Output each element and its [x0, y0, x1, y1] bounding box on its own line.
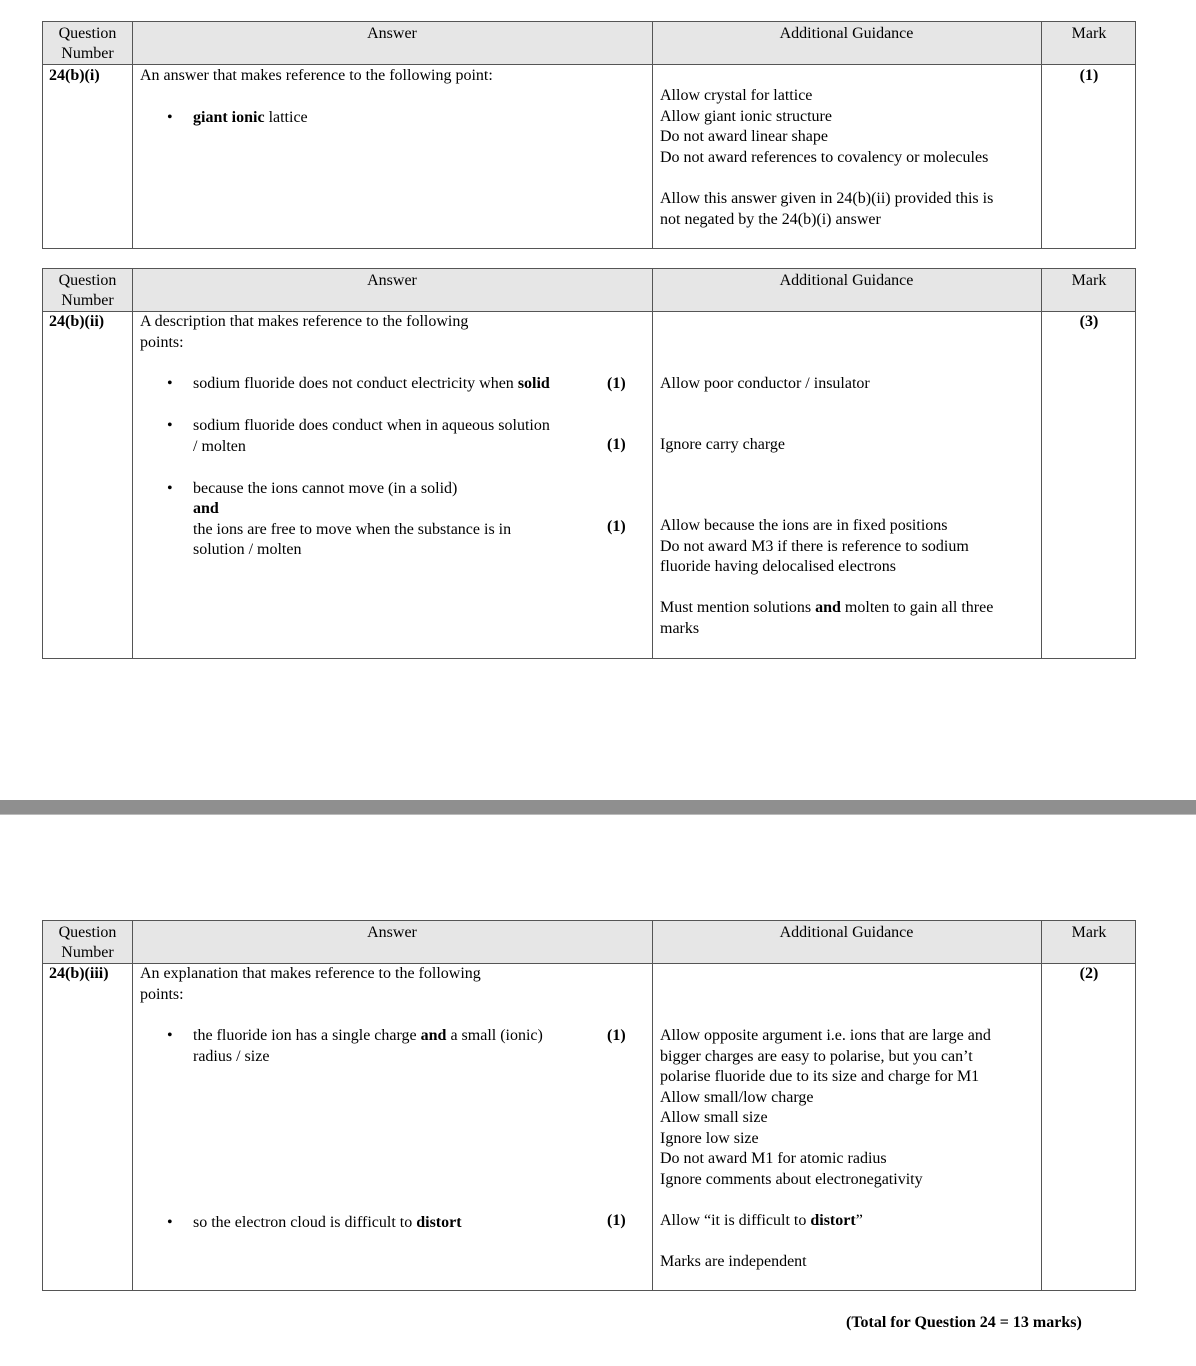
guidance-line: Marks are independent: [660, 1253, 807, 1270]
guidance-line: Allow because the ions are in fixed positions: [660, 517, 948, 534]
point-mark: (1): [607, 518, 626, 535]
question-number: 24(b)(iii): [49, 965, 109, 982]
header-guidance: Additional Guidance: [779, 272, 914, 289]
guidance-line: polarise fluoride due to its size and charge for M1: [660, 1068, 980, 1085]
answer-point: radius / size: [193, 1048, 270, 1065]
answer-point: / molten: [193, 438, 246, 455]
header-question-number: Question Number: [58, 924, 117, 961]
guidance-line: Ignore carry charge: [660, 436, 785, 453]
bullet-icon: •: [167, 1027, 173, 1044]
mark-value: (1): [1079, 67, 1099, 84]
answer-point-and: and: [193, 500, 219, 517]
guidance-line: bigger charges are easy to polarise, but you can’t: [660, 1048, 973, 1065]
answer-intro: An answer that makes reference to the following point:: [140, 67, 493, 84]
point-mark: (1): [607, 1027, 626, 1044]
guidance-line: Must mention solutions and molten to gain all three: [660, 599, 994, 616]
header-question-number: Question Number: [58, 25, 117, 62]
answer-point: so the electron cloud is difficult to distort: [193, 1214, 462, 1231]
guidance-line: Ignore comments about electronegativity: [660, 1171, 923, 1188]
guidance-line: not negated by the 24(b)(i) answer: [660, 211, 881, 228]
answer-intro: A description that makes reference to the following: [140, 313, 469, 330]
guidance-line: Allow small size: [660, 1109, 768, 1126]
answer-point: sodium fluoride does not conduct electricity when solid: [193, 375, 550, 392]
answer-point: sodium fluoride does conduct when in aqueous solution: [193, 417, 550, 434]
guidance-line: Allow this answer given in 24(b)(ii) provided this is: [660, 190, 994, 207]
bullet-icon: •: [167, 1214, 173, 1231]
header-answer: Answer: [367, 924, 417, 941]
mark-scheme-table-24bii: [42, 268, 1136, 659]
question-number: 24(b)(i): [49, 67, 100, 84]
mark-value: (3): [1079, 313, 1099, 330]
header-guidance: Additional Guidance: [779, 25, 914, 42]
page-separator: [0, 800, 1196, 815]
answer-point: solution / molten: [193, 541, 302, 558]
guidance-line: marks: [660, 620, 700, 637]
header-mark: Mark: [1071, 924, 1107, 941]
point-mark: (1): [607, 375, 626, 392]
guidance-line: Ignore low size: [660, 1130, 759, 1147]
answer-point: giant ionic lattice: [193, 109, 308, 126]
guidance-line: Allow poor conductor / insulator: [660, 375, 870, 392]
point-mark: (1): [607, 1212, 626, 1229]
header-question-number: Question Number: [58, 272, 117, 309]
guidance-line: Do not award M1 for atomic radius: [660, 1150, 887, 1167]
answer-intro: points:: [140, 334, 184, 351]
answer-point: the ions are free to move when the substance is in: [193, 521, 512, 538]
guidance-line: Allow opposite argument i.e. ions that are large and: [660, 1027, 991, 1044]
bullet-icon: •: [167, 109, 173, 126]
guidance-line: fluoride having delocalised electrons: [660, 558, 896, 575]
header-mark: Mark: [1071, 272, 1107, 289]
header-guidance: Additional Guidance: [779, 924, 914, 941]
bullet-icon: •: [167, 480, 173, 497]
guidance-line: Allow crystal for lattice: [660, 87, 813, 104]
answer-intro: An explanation that makes reference to the following: [140, 965, 481, 982]
answer-point: because the ions cannot move (in a solid): [193, 480, 458, 497]
guidance-line: Allow small/low charge: [660, 1089, 814, 1106]
point-mark: (1): [607, 436, 626, 453]
guidance-line: Allow giant ionic structure: [660, 108, 832, 125]
question-total: (Total for Question 24 = 13 marks): [846, 1314, 1082, 1331]
answer-intro: points:: [140, 986, 184, 1003]
bullet-icon: •: [167, 375, 173, 392]
question-number: 24(b)(ii): [49, 313, 105, 330]
header-answer: Answer: [367, 272, 417, 289]
mark-value: (2): [1079, 965, 1099, 982]
header-mark: Mark: [1071, 25, 1107, 42]
mark-scheme-table-24biii: [42, 920, 1136, 1291]
guidance-line: Do not award linear shape: [660, 128, 828, 145]
guidance-line: Allow “it is difficult to distort”: [660, 1212, 863, 1229]
guidance-line: Do not award references to covalency or molecules: [660, 149, 989, 166]
header-answer: Answer: [367, 25, 417, 42]
mark-scheme-table-24bi: [42, 21, 1136, 249]
guidance-line: Do not award M3 if there is reference to sodium: [660, 538, 969, 555]
bullet-icon: •: [167, 417, 173, 434]
answer-point: the fluoride ion has a single charge and a small (ionic): [193, 1027, 543, 1044]
